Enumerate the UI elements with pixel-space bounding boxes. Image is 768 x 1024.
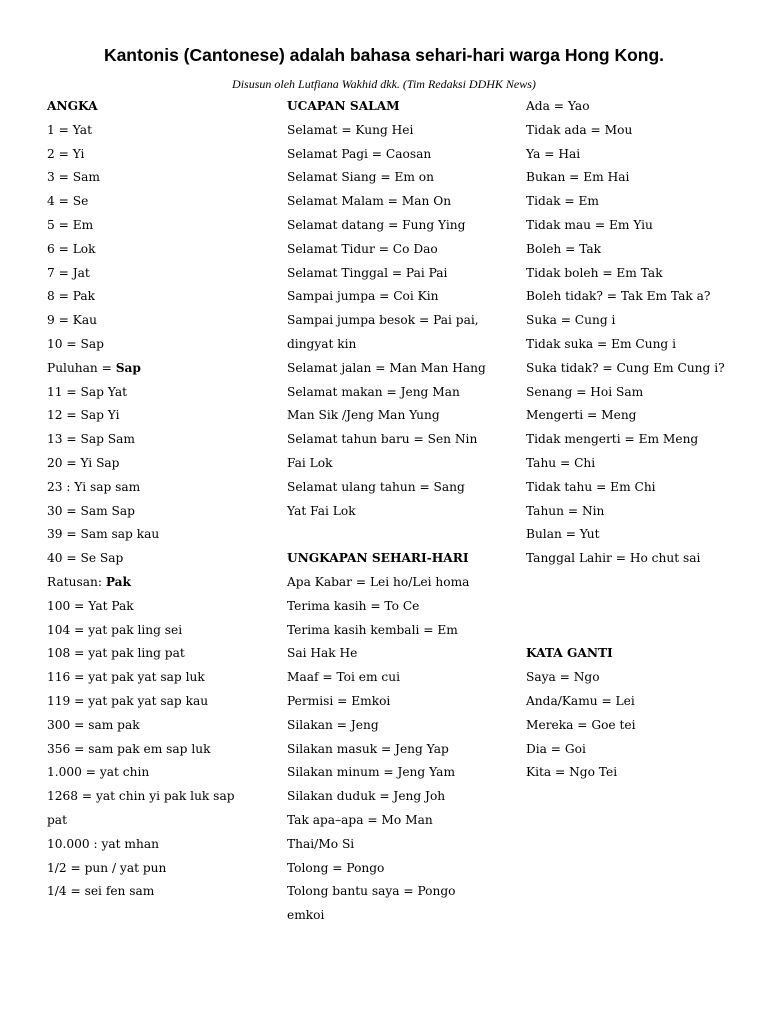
- list-item: Terima kasih kembali = Em: [287, 622, 458, 637]
- list-item: Tidak suka = Em Cung i: [526, 336, 676, 351]
- list-item: 1.000 = yat chin: [47, 765, 150, 780]
- kata-list: [526, 95, 762, 571]
- list-item: Apa Kabar = Lei ho/Lei homa: [287, 574, 470, 589]
- list-item: 2 = Yi: [47, 146, 85, 161]
- list-item: 5 = Em: [47, 217, 94, 232]
- list-item: Fai Lok: [287, 455, 333, 470]
- list-item: Selamat makan = Jeng Man: [287, 384, 460, 399]
- list-item: Selamat Tidur = Co Dao: [287, 241, 438, 256]
- list-item: Suka = Cung i: [526, 313, 616, 328]
- column-angka: [47, 95, 275, 904]
- puluhan-term: Sap: [115, 360, 141, 375]
- list-item: Boleh tidak? = Tak Em Tak a?: [526, 289, 711, 304]
- list-item: 1/4 = sei fen sam: [47, 884, 155, 899]
- list-item: Suka tidak? = Cung Em Cung i?: [526, 360, 725, 375]
- list-item: Thai/Mo Si: [287, 836, 355, 851]
- list-item: emkoi: [287, 908, 325, 923]
- list-item: 8 = Pak: [47, 289, 96, 304]
- list-item: Dia = Goi: [526, 741, 586, 756]
- list-item: pat: [47, 812, 67, 827]
- column-kata: [526, 95, 762, 785]
- ucapan-list: [287, 119, 519, 524]
- list-item: Yat Fai Lok: [287, 503, 356, 518]
- ungkapan-list: [287, 571, 519, 928]
- list-item: 11 = Sap Yat: [47, 384, 128, 399]
- list-item: Selamat = Kung Hei: [287, 122, 414, 137]
- section-spacer: [526, 571, 762, 595]
- list-item: Silakan minum = Jeng Yam: [287, 765, 455, 780]
- list-item: Kita = Ngo Tei: [526, 765, 618, 780]
- kata-ganti-list: [526, 666, 762, 785]
- list-item: Tidak = Em: [526, 194, 599, 209]
- list-item: Sampai jumpa = Coi Kin: [287, 289, 439, 304]
- section-heading-ucapan-salam: UCAPAN SALAM: [287, 99, 400, 113]
- list-item: 1/2 = pun / yat pun: [47, 860, 167, 875]
- column-ucapan: [287, 95, 519, 928]
- list-item: Sai Hak He: [287, 646, 358, 661]
- list-item: 3 = Sam: [47, 170, 100, 185]
- list-item: 30 = Sam Sap: [47, 503, 135, 518]
- section-heading-ungkapan: UNGKAPAN SEHARI-HARI: [287, 551, 469, 566]
- list-item: 108 = yat pak ling pat: [47, 646, 185, 661]
- list-item: 6 = Lok: [47, 241, 96, 256]
- list-item: 1 = Yat: [47, 122, 92, 137]
- list-item: 20 = Yi Sap: [47, 455, 120, 470]
- list-item: Boleh = Tak: [526, 241, 602, 256]
- list-item: Selamat Malam = Man On: [287, 194, 452, 209]
- list-item: 4 = Se: [47, 194, 89, 209]
- page-title: Kantonis (Cantonese) adalah bahasa sehari-hari warga Hong Kong.: [103, 45, 665, 65]
- list-item: Tak apa–apa = Mo Man: [287, 812, 433, 827]
- list-item: Sampai jumpa besok = Pai pai,: [287, 313, 479, 328]
- list-item: Tidak tahu = Em Chi: [526, 479, 656, 494]
- list-item: Tidak boleh = Em Tak: [526, 265, 663, 280]
- list-item: 104 = yat pak ling sei: [47, 622, 183, 637]
- puluhan-line: [47, 357, 275, 381]
- list-item: Selamat Tinggal = Pai Pai: [287, 265, 448, 280]
- list-item: Selamat Pagi = Caosan: [287, 146, 432, 161]
- list-item: Permisi = Emkoi: [287, 693, 391, 708]
- list-item: 13 = Sap Sam: [47, 432, 135, 447]
- list-item: Tidak mengerti = Em Meng: [526, 432, 699, 447]
- ratusan-label: Ratusan:: [47, 574, 106, 589]
- list-item: Ada = Yao: [526, 99, 590, 113]
- list-item: Maaf = Toi em cui: [287, 670, 400, 685]
- list-item: 10 = Sap: [47, 336, 104, 351]
- list-item: 40 = Se Sap: [47, 551, 124, 566]
- puluhan-list: [47, 381, 275, 571]
- list-item: 116 = yat pak yat sap luk: [47, 670, 205, 685]
- list-item: Senang = Hoi Sam: [526, 384, 644, 399]
- list-item: Tahun = Nin: [526, 503, 605, 518]
- section-heading-angka: ANGKA: [47, 99, 98, 113]
- list-item: 7 = Jat: [47, 265, 90, 280]
- page-subtitle: Disusun oleh Lutfiana Wakhid dkk. (Tim Redaksi DDHK News): [232, 77, 536, 91]
- puluhan-label: Puluhan =: [47, 360, 116, 375]
- list-item: Anda/Kamu = Lei: [526, 693, 635, 708]
- list-item: 119 = yat pak yat sap kau: [47, 693, 209, 708]
- list-item: 23 : Yi sap sam: [47, 479, 141, 494]
- list-item: 100 = Yat Pak: [47, 598, 134, 613]
- list-item: Saya = Ngo: [526, 670, 600, 685]
- list-item: Bukan = Em Hai: [526, 170, 630, 185]
- list-item: Selamat Siang = Em on: [287, 170, 434, 185]
- list-item: Silakan masuk = Jeng Yap: [287, 741, 449, 756]
- section-spacer: [526, 619, 762, 643]
- list-item: 39 = Sam sap kau: [47, 527, 160, 542]
- list-item: 300 = sam pak: [47, 717, 140, 732]
- list-item: Selamat tahun baru = Sen Nin: [287, 432, 478, 447]
- list-item: Bulan = Yut: [526, 527, 600, 542]
- list-item: Ya = Hai: [526, 146, 581, 161]
- list-item: Man Sik /Jeng Man Yung: [287, 408, 440, 423]
- list-item: 1268 = yat chin yi pak luk sap: [47, 789, 235, 804]
- section-heading-kata-ganti: KATA GANTI: [526, 646, 613, 661]
- list-item: Tanggal Lahir = Ho chut sai: [526, 551, 701, 566]
- list-item: Tidak mau = Em Yiu: [526, 217, 653, 232]
- list-item: Mereka = Goe tei: [526, 717, 636, 732]
- section-spacer: [287, 523, 519, 547]
- list-item: 9 = Kau: [47, 313, 97, 328]
- list-item: Mengerti = Meng: [526, 408, 637, 423]
- list-item: dingyat kin: [287, 336, 357, 351]
- list-item: Silakan duduk = Jeng Joh: [287, 789, 446, 804]
- ratusan-line: [47, 571, 275, 595]
- list-item: Selamat datang = Fung Ying: [287, 217, 466, 232]
- list-item: 10.000 : yat mhan: [47, 836, 159, 851]
- list-item: Tolong = Pongo: [287, 860, 385, 875]
- ratusan-term: Pak: [105, 574, 132, 589]
- list-item: 12 = Sap Yi: [47, 408, 120, 423]
- list-item: Selamat jalan = Man Man Hang: [287, 360, 486, 375]
- list-item: Tahu = Chi: [526, 455, 596, 470]
- list-item: Terima kasih = To Ce: [287, 598, 420, 613]
- list-item: 356 = sam pak em sap luk: [47, 741, 211, 756]
- ratusan-list: [47, 595, 275, 904]
- list-item: Tolong bantu saya = Pongo: [287, 884, 456, 899]
- section-spacer: [526, 595, 762, 619]
- list-item: Tidak ada = Mou: [526, 122, 633, 137]
- list-item: Selamat ulang tahun = Sang: [287, 479, 465, 494]
- list-item: Silakan = Jeng: [287, 717, 379, 732]
- angka-list: [47, 119, 275, 357]
